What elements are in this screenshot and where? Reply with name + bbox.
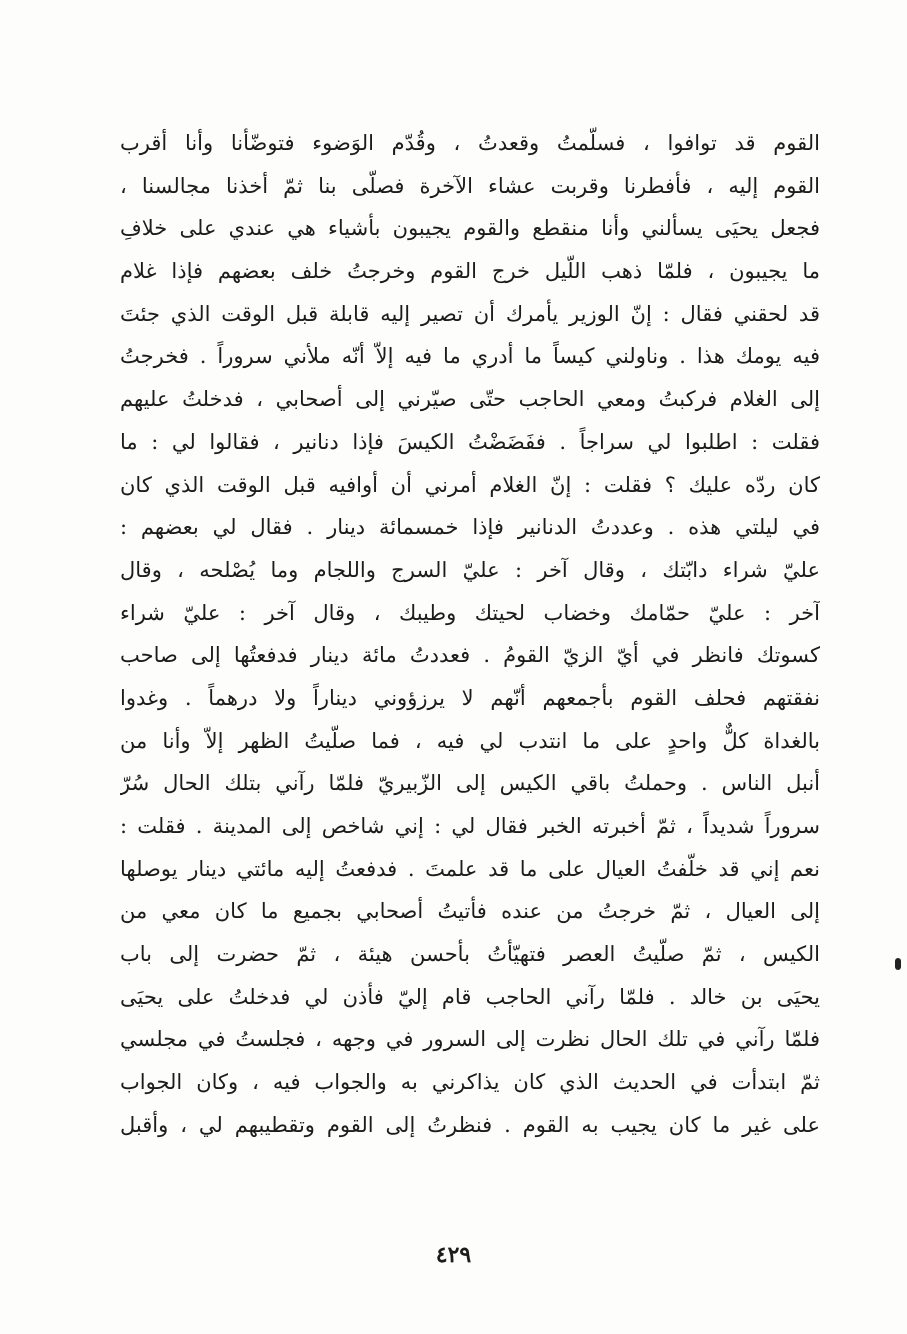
text-line-8: فقلت : اطلبوا لي سراجاً . ففَضَضْتُ الكيسَ فإذا دنانير ، فقالوا لي : ما: [120, 429, 820, 454]
text-line-24: على غير ما كان يجيب به القوم . فنظرتُ إلى القوم وتقطيبهم لي ، وأقبل: [120, 1112, 820, 1137]
text-line-18: نعم إني قد خلّفتُ العيال على ما قد علمتَ . فدفعتُ إليه مائتي دينار يوصلها: [120, 856, 820, 881]
text-line-5: قد لحقني فقال : إنّ الوزير يأمرك أن تصير إليه قابلة قبل الوقت الذي جئتَ: [120, 301, 820, 326]
text-line-20: الكيس ، ثمّ صلّيتُ العصر فتهيّأتُ بأحسن هيئة ، ثمّ حضرت إلى باب: [120, 942, 820, 967]
text-line-19: إلى العيال ، ثمّ خرجتُ من عنده فأتيتُ أصحابي بجميع ما كان معي من: [120, 899, 820, 924]
text-line-12: آخر : عليّ حمّامك وخضاب لحيتك وطيبك ، وقال آخر : عليّ شراء: [120, 600, 820, 625]
text-line-17: سروراً شديداً ، ثمّ أخبرته الخبر فقال لي : إني شاخص إلى المدينة . فقلت :: [120, 814, 820, 838]
text-line-13: كسوتك فانظر في أيّ الزيّ القومُ . فعددتُ مائة دينار فدفعتُها إلى صاحب: [120, 643, 820, 668]
text-line-22: فلمّا رآني في تلك الحال نظرت إلى السرور في وجهه ، فجلستُ في مجلسي: [120, 1027, 820, 1052]
text-line-15: بالغداة كلٌّ واحدٍ على ما انتدب لي فيه ، فما صلّيتُ الظهر إلاّ وأنا من: [120, 728, 820, 753]
text-line-21: يحيَى بن خالد . فلمّا رآني الحاجب قام إليّ فأذن لي فدخلتُ على يحيَى: [120, 984, 820, 1009]
page-number: ٤٢٩: [435, 1242, 472, 1268]
text-line-9: كان ردّه عليك ؟ فقلت : إنّ الغلام أمرني أن أوافيه قبل الوقت الذي كان: [120, 472, 820, 497]
text-line-14: نفقتهم فحلف القوم بأجمعهم أنّهم لا يرزؤوني ديناراً ولا درهماً . وغدوا: [120, 685, 820, 710]
text-line-23: ثمّ ابتدأت في الحديث الذي كان يذاكرني به والجواب فيه ، وكان الجواب: [120, 1070, 820, 1095]
text-line-10: في ليلتي هذه . وعددتُ الدنانير فإذا خمسمائة دينار . فقال لي بعضهم :: [120, 515, 820, 540]
text-line-3: فجعل يحيَى يسألني وأنا منقطع والقوم يجيبون بأشياء هي عندي على خلافِ: [120, 216, 820, 241]
margin-mark: [895, 958, 901, 970]
text-line-4: ما يجيبون ، فلمّا ذهب اللّيل خرج القوم وخرجتُ خلف بعضهم فإذا غلام: [120, 259, 820, 284]
text-line-6: فيه يومك هذا . وناولني كيساً ما أدري ما فيه إلاّ أنّه ملأني سروراً . فخرجتُ: [120, 344, 820, 369]
text-line-16: أنبل الناس . وحملتُ باقي الكيس إلى الزّبيريّ فلمّا رآني بتلك الحال سُرّ: [120, 771, 820, 796]
text-line-11: عليّ شراء دابّتك ، وقال آخر : عليّ السرج واللجام وما يُصْلحه ، وقال: [120, 557, 820, 582]
text-line-2: القوم إليه ، فأفطرنا وقربت عشاء الآخرة فصلّى بنا ثمّ أخذنا مجالسنا ،: [120, 173, 820, 198]
body-text: [120, 122, 820, 1147]
text-line-1: القوم قد توافوا ، فسلّمتُ وقعدتُ ، وقُدّم الوَضوء فتوضّأنا وأنا أقرب: [120, 131, 820, 155]
text-line-7: إلى الغلام فركبتُ ومعي الحاجب حتّى صيّرني إلى أصحابي ، فدخلتُ عليهم: [120, 387, 820, 412]
